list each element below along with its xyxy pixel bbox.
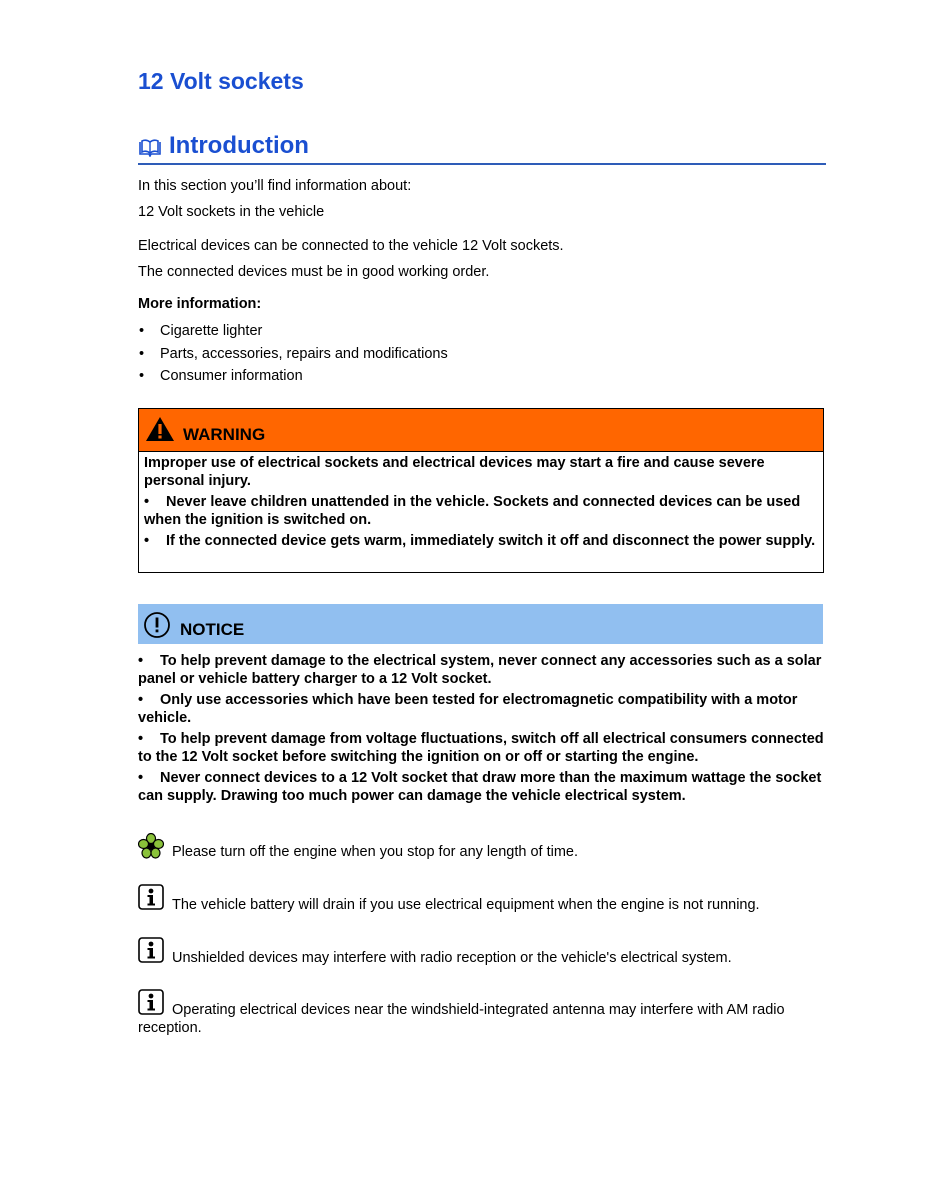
intro-paragraph-2: The connected devices must be in good working order. (138, 264, 490, 280)
notice-bullet: • Never connect devices to a 12 Volt socket that draw more than the maximum wattage the socket can supply. Drawing too much power can damage the vehicle electrical system. (138, 770, 822, 804)
page-title: 12 Volt sockets (138, 68, 304, 94)
notice-bullet: • To help prevent damage from voltage fluctuations, switch off all electrical consumers connected to the 12 Volt socket before switching the ignition on or off or starting the engine. (138, 731, 824, 765)
info-icon (138, 937, 164, 963)
more-info-list (138, 320, 448, 388)
info-icon (138, 989, 164, 1015)
notice-label: NOTICE (180, 620, 245, 639)
warning-header (139, 409, 823, 452)
notice-bullet: • To help prevent damage to the electrical system, never connect any accessories such as a solar panel or vehicle battery charger to a 12 Volt socket. (138, 653, 822, 687)
warning-body (144, 455, 816, 555)
section-title: Introduction (169, 132, 309, 159)
section-header (138, 130, 826, 165)
tip-text: Please turn off the engine when you stop for any length of time. (172, 844, 578, 860)
list-item[interactable]: • Parts, accessories, repairs and modifications (138, 343, 448, 366)
notice-body (138, 653, 824, 809)
warning-bullet: • If the connected device gets warm, immediately switch it off and disconnect the power supply. (144, 533, 816, 549)
intro-topic-link[interactable]: 12 Volt sockets in the vehicle (138, 204, 325, 220)
info-tip (138, 896, 826, 914)
list-item[interactable]: • Consumer information (138, 365, 448, 388)
environment-tip (138, 843, 826, 861)
warning-box (138, 408, 824, 573)
tip-text: The vehicle battery will drain if you use electrical equipment when the engine is not running. (172, 897, 760, 913)
warning-paragraph: Improper use of electrical sockets and electrical devices may start a fire and cause severe personal injury. (144, 455, 765, 489)
tip-text: Operating electrical devices near the windshield-integrated antenna may interfere with AM radio reception. (138, 1002, 785, 1036)
tip-text: Unshielded devices may interfere with radio reception or the vehicle's electrical system. (172, 950, 732, 966)
more-info-heading: More information: (138, 296, 262, 312)
warning-bullet: • Never leave children unattended in the vehicle. Sockets and connected devices can be used when the ignition is switched on. (144, 494, 801, 528)
notice-exclamation-icon (143, 611, 171, 639)
info-icon (138, 884, 164, 910)
intro-paragraph-1: Electrical devices can be connected to the vehicle 12 Volt sockets. (138, 238, 564, 254)
warning-label: WARNING (183, 425, 266, 444)
notice-header (138, 604, 823, 644)
warning-triangle-icon (145, 416, 175, 442)
info-tip (138, 949, 826, 967)
info-tip (138, 1001, 826, 1037)
list-item[interactable]: • Cigarette lighter (138, 320, 448, 343)
notice-bullet: • Only use accessories which have been tested for electromagnetic compatibility with a motor vehicle. (138, 692, 798, 726)
environment-flower-icon (138, 833, 164, 859)
intro-lead: In this section you’ll find information about: (138, 178, 412, 194)
book-icon (138, 139, 162, 157)
